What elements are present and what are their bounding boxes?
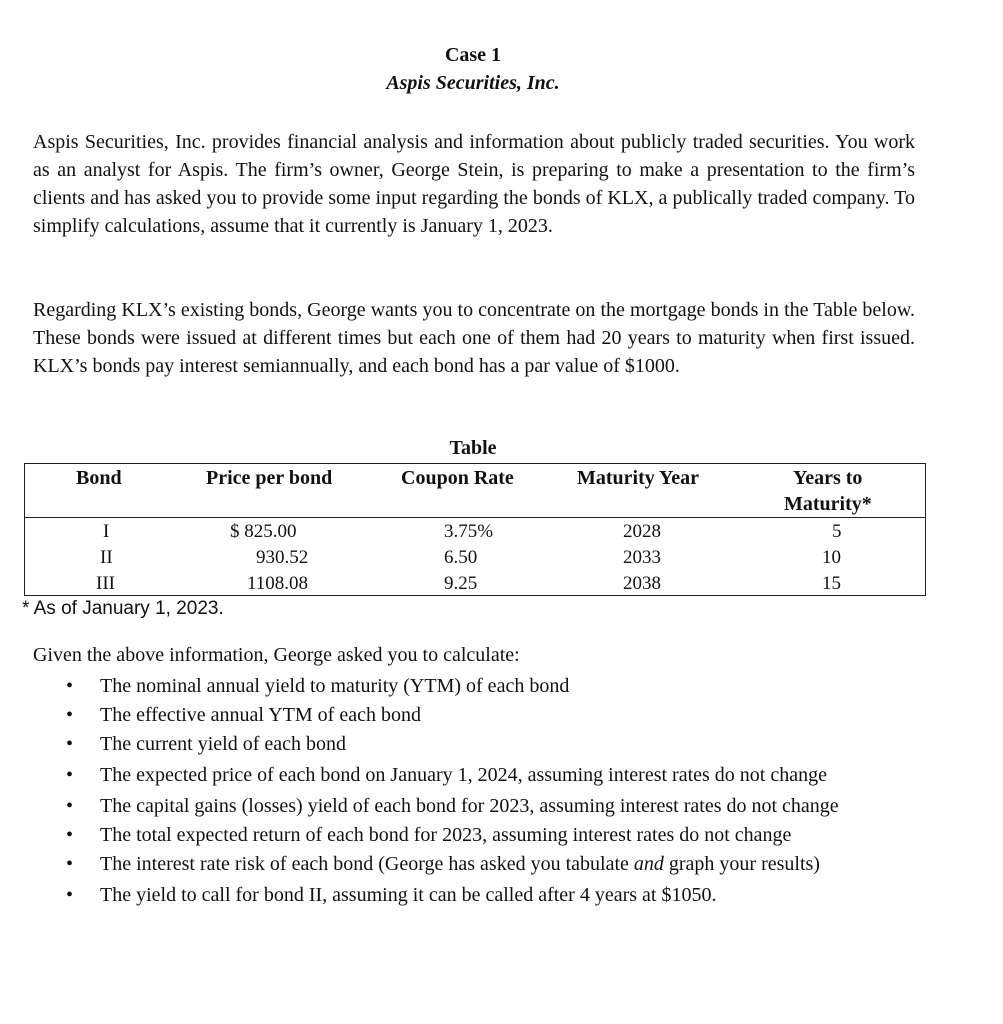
table-footnote: * As of January 1, 2023.: [22, 598, 224, 619]
table-cell-price: 930.52: [256, 547, 309, 568]
bullet-icon: •: [66, 733, 74, 755]
table-cell-price: $ 825.00: [230, 521, 297, 542]
list-item: [0, 672, 916, 700]
list-item-text: The yield to call for bond II, assuming it can be called after 4 years at $1050.: [100, 884, 717, 906]
table-cell-bond: III: [96, 573, 115, 594]
company-title: Aspis Securities, Inc.: [386, 72, 560, 94]
table-cell-years: 15: [822, 573, 841, 594]
list-item-text: The current yield of each bond: [100, 733, 347, 755]
table-header-divider: [24, 517, 926, 518]
table-caption: Table: [449, 437, 497, 459]
table-cell-maturity-year: 2033: [623, 547, 661, 568]
header-years-to-maturity-line2: Maturity*: [784, 493, 872, 515]
table-cell-maturity-year: 2028: [623, 521, 661, 542]
list-item-text-part: The interest rate risk of each bond (George has asked you tabulate: [100, 853, 634, 875]
list-item-text-part: graph your results): [663, 853, 820, 875]
list-item: [0, 821, 916, 849]
list-item: [0, 701, 916, 729]
header-price: Price per bond: [206, 467, 333, 489]
task-list: [0, 672, 1003, 909]
table-cell-bond: II: [100, 547, 113, 568]
header-years-to-maturity-line1: Years to: [793, 467, 863, 489]
table-cell-years: 5: [832, 521, 842, 542]
list-item-text: The total expected return of each bond for 2023, assuming interest rates do not change: [100, 824, 792, 846]
bullet-icon: •: [66, 764, 74, 786]
intro-paragraph: Aspis Securities, Inc. provides financial analysis and information about publicly traded securities. You work as an analyst for Aspis. The firm’s owner, George Stein, is preparing to make a presentation to the firm’s clients and has asked you to provide some input regarding the bonds of KLX, a publically traded company. To simplify calculations, assume that it currently is January 1, 2023.: [33, 131, 915, 237]
table-cell-years: 10: [822, 547, 841, 568]
bullet-icon: •: [66, 824, 74, 846]
list-item: [0, 881, 916, 909]
list-item: [0, 761, 916, 789]
bullet-icon: •: [66, 704, 74, 726]
header-bond: Bond: [76, 467, 122, 489]
case-number: Case 1: [444, 44, 502, 66]
bullet-icon: •: [66, 853, 74, 875]
table-cell-coupon: 9.25: [444, 573, 478, 594]
emphasis-text: and: [633, 853, 664, 875]
list-item-text: The nominal annual yield to maturity (YTM) of each bond: [100, 675, 570, 697]
table-cell-bond: I: [103, 521, 110, 542]
table-cell-coupon: 3.75%: [444, 521, 494, 542]
header-coupon: Coupon Rate: [401, 467, 514, 489]
list-item-text: The capital gains (losses) yield of each bond for 2023, assuming interest rates do not change: [100, 795, 839, 817]
bonds-paragraph: Regarding KLX’s existing bonds, George wants you to concentrate on the mortgage bonds in the Table below. These bonds were issued at different times but each one of them had 20 years to maturity when first issued. KLX’s bonds pay interest semiannually, and each bond has a par value of $1000.: [33, 299, 915, 377]
bullet-icon: •: [66, 675, 74, 697]
bullet-icon: •: [66, 884, 74, 906]
list-item-text: The expected price of each bond on January 1, 2024, assuming interest rates do not change: [100, 764, 827, 786]
list-item: [0, 730, 916, 758]
table-cell-price: 1108.08: [247, 573, 309, 594]
header-maturity-year: Maturity Year: [577, 467, 699, 489]
list-item-text: The effective annual YTM of each bond: [100, 704, 421, 726]
list-item: [0, 792, 916, 820]
list-item: [0, 850, 916, 878]
table-cell-coupon: 6.50: [444, 547, 478, 568]
list-item-text: [100, 853, 820, 875]
task-intro: Given the above information, George asked you to calculate:: [33, 644, 520, 666]
bullet-icon: •: [66, 795, 74, 817]
table-cell-maturity-year: 2038: [623, 573, 661, 594]
